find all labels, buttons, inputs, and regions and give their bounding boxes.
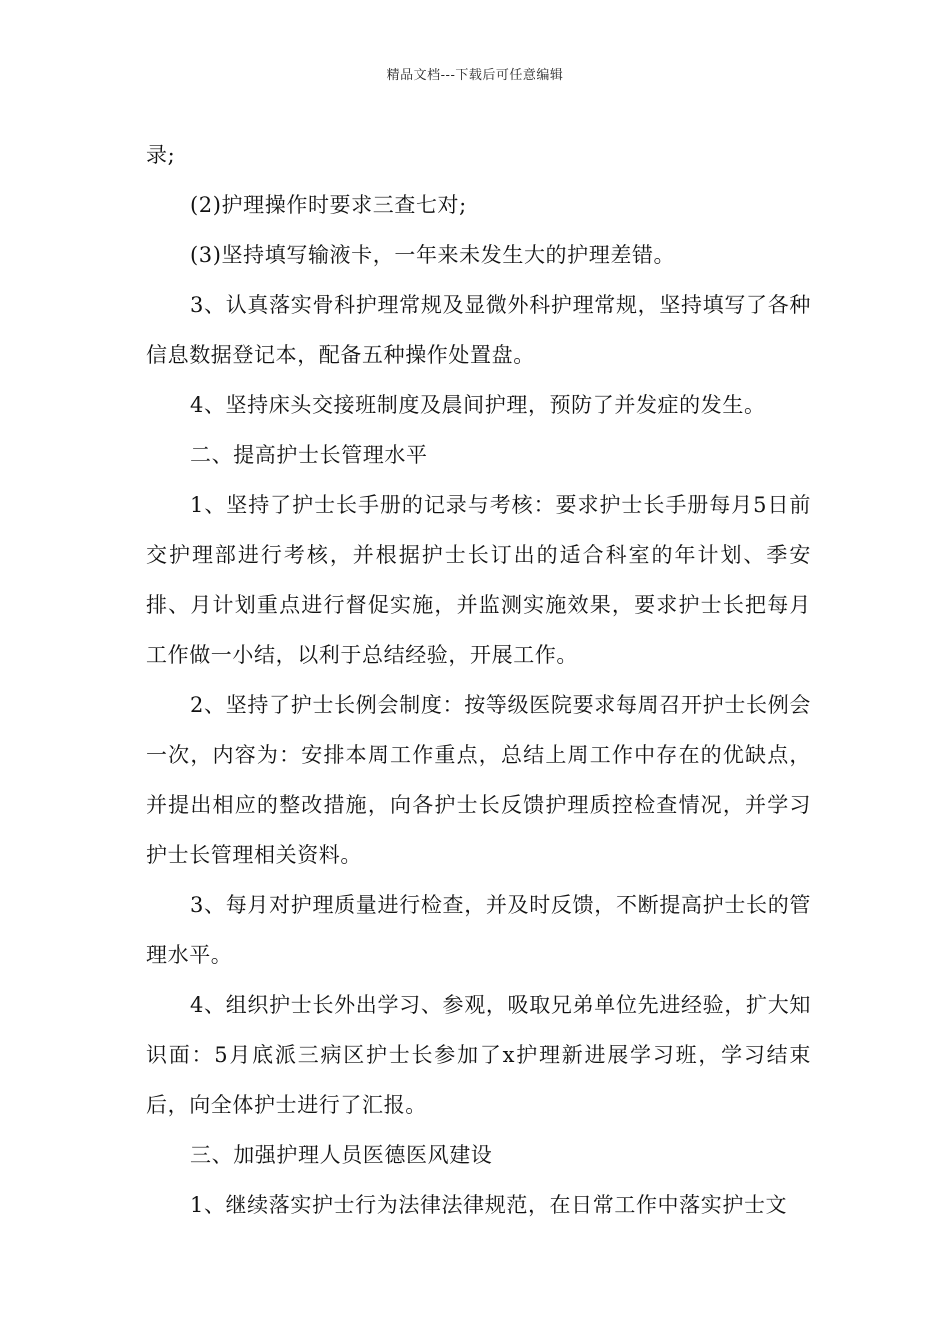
paragraph-section2-point-2: 2、坚持了护士长例会制度：按等级医院要求每周召开护士长例会一次，内容为：安排本周工作重点，总结上周工作中存在的优缺点，并提出相应的整改措施，向各护士长反馈护理质控检查情况，并学习护士长管理相关资料。 xyxy=(146,693,811,867)
section-heading-2: 二、提高护士长管理水平 xyxy=(190,443,428,467)
paragraph-section2-point-3: 3、每月对护理质量进行检查，并及时反馈，不断提高护士长的管理水平。 xyxy=(146,893,811,967)
paragraph-point-4: 4、坚持床头交接班制度及晨间护理，预防了并发症的发生。 xyxy=(190,393,766,417)
paragraph-section3-point-1: 1、继续落实护士行为法律法律规范，在日常工作中落实护士文 xyxy=(190,1193,788,1217)
paragraph-section2-point-4: 4、组织护士长外出学习、参观，吸取兄弟单位先进经验，扩大知识面：5月底派三病区护士长参加了x护理新进展学习班，学习结束后，向全体护士进行了汇报。 xyxy=(146,993,811,1117)
section-heading-3: 三、加强护理人员医德医风建设 xyxy=(190,1143,493,1167)
paragraph-item-3: (3)坚持填写输液卡，一年来未发生大的护理差错。 xyxy=(190,243,676,267)
document-body xyxy=(146,130,811,1230)
paragraph-item-2: (2)护理操作时要求三查七对; xyxy=(190,193,467,217)
page-header: 精品文档---下载后可任意编辑 xyxy=(386,68,564,83)
paragraph-continuation: 录; xyxy=(146,143,176,167)
paragraph-section2-point-1: 1、坚持了护士长手册的记录与考核：要求护士长手册每月5日前交护理部进行考核，并根据护士长订出的适合科室的年计划、季安排、月计划重点进行督促实施，并监测实施效果，要求护士长把每月工作做一小结，以利于总结经验，开展工作。 xyxy=(146,493,811,667)
paragraph-point-3: 3、认真落实骨科护理常规及显微外科护理常规，坚持填写了各种信息数据登记本，配备五种操作处置盘。 xyxy=(146,293,811,367)
